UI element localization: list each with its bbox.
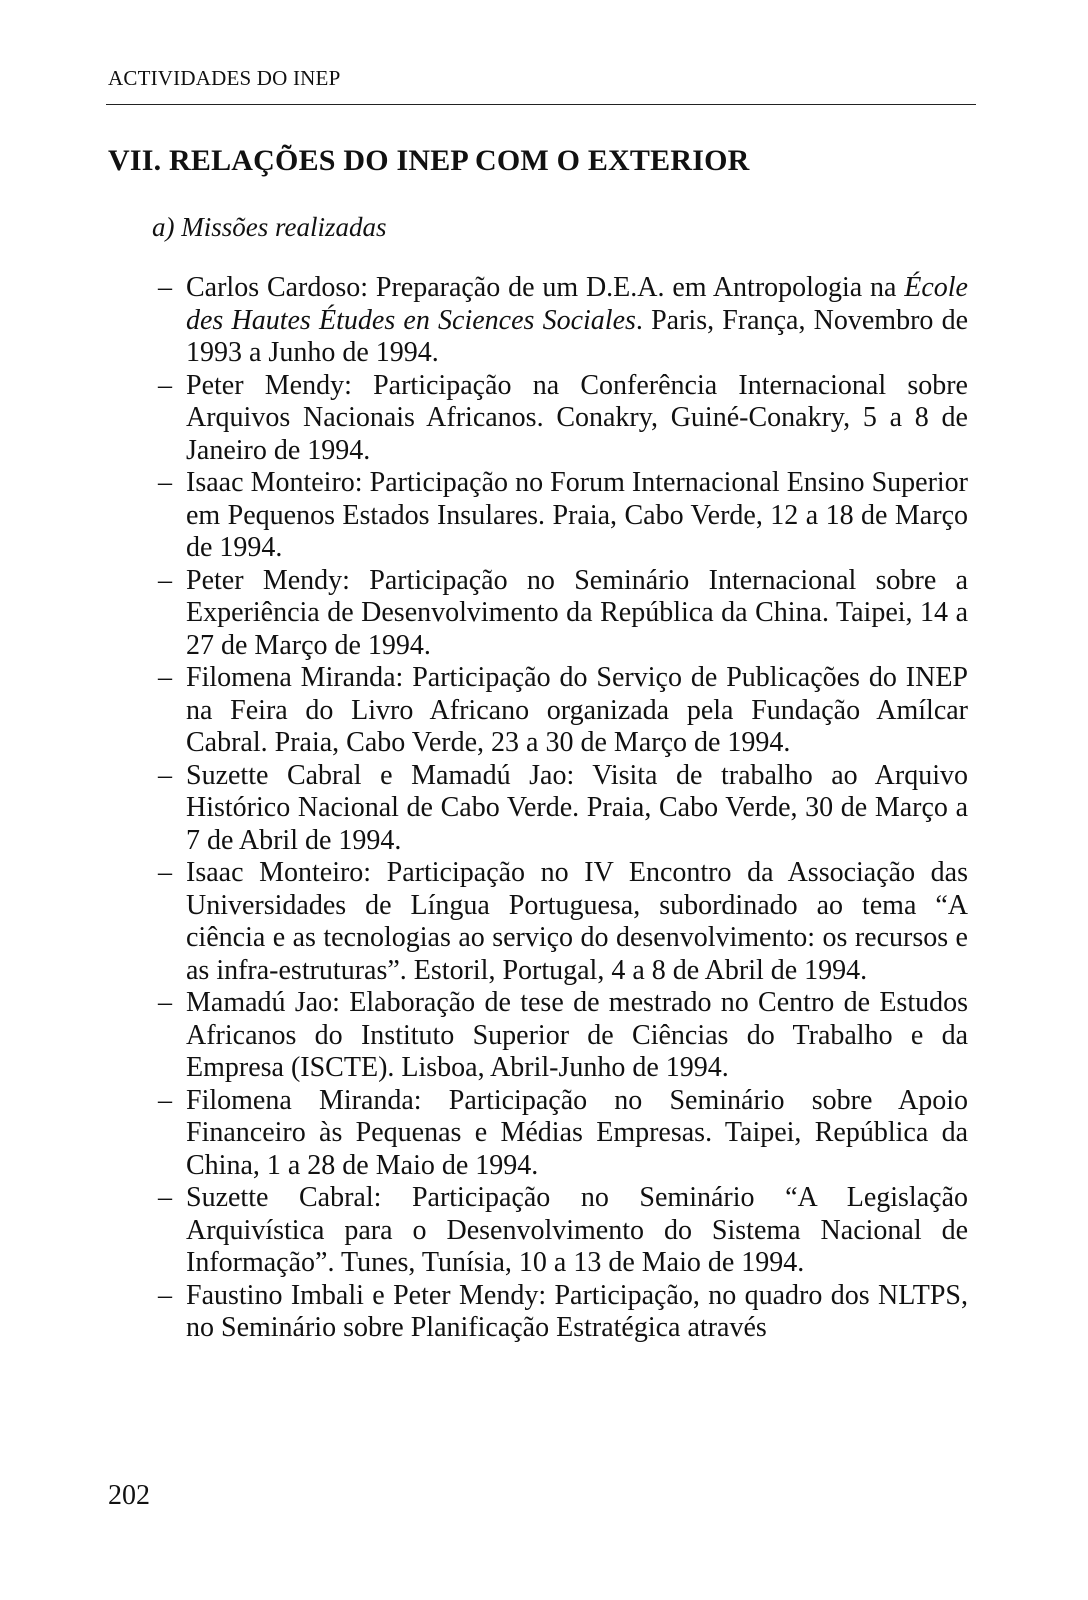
list-item bbox=[158, 467, 968, 565]
list-dash: – bbox=[158, 564, 172, 596]
list-item bbox=[158, 760, 968, 858]
mission-text: Carlos Cardoso: Preparação de um D.E.A. em Antropologia na bbox=[186, 272, 905, 303]
mission-text: Filomena Miranda: Participação no Seminário sobre Apoio Financeiro às Pequenas e Médias Empresas. Taipei, República da China, 1 a 28 de Maio de 1994. bbox=[186, 1084, 968, 1181]
mission-institution: École des Hautes Études en Sciences Sociales bbox=[186, 272, 968, 336]
mission-text: Isaac Monteiro: Participação no IV Encontro da Associação das Universidades de Língua Portuguesa, subordinado ao tema “A ciência e as tecnologias ao serviço do desenvolvimento: os recursos e as infra-estruturas”. Estoril, Portugal, 4 a 8 de Abril de 1994. bbox=[186, 857, 968, 986]
list-item bbox=[158, 370, 968, 468]
mission-text: Peter Mendy: Participação na Conferência Internacional sobre Arquivos Nacionais Africanos. Conakry, Guiné-Conakry, 5 a 8 de Janeiro de 1994. bbox=[186, 369, 968, 466]
list-dash: – bbox=[158, 1279, 172, 1311]
list-dash: – bbox=[158, 857, 172, 888]
list-item bbox=[158, 565, 968, 663]
list-item bbox=[158, 1085, 968, 1183]
list-item bbox=[158, 857, 968, 987]
mission-text: Suzette Cabral: Participação no Seminário “A Legislação Arquivística para o Desenvolvimento do Sistema Nacional de Informação”. Tunes, Tunísia, 10 a 13 de Maio de 1994. bbox=[186, 1182, 968, 1278]
mission-text: . Paris, França, Novembro de 1993 a Junho de 1994. bbox=[186, 304, 969, 368]
mission-text: Suzette Cabral e Mamadú Jao: Visita de trabalho ao Arquivo Histórico Nacional de Cabo Verde. Praia, Cabo Verde, 30 de Março a 7 de Abril de 1994. bbox=[186, 759, 968, 856]
header-rule bbox=[106, 104, 976, 105]
subsection-title: a) Missões realizadas bbox=[152, 212, 387, 242]
list-item bbox=[158, 1182, 968, 1280]
list-item bbox=[158, 272, 968, 370]
mission-text: Mamadú Jao: Elaboração de tese de mestrado no Centro de Estudos Africanos do Instituto Superior de Ciências do Trabalho e da Empresa (ISCTE). Lisboa, Abril-Junho de 1994. bbox=[186, 987, 968, 1083]
list-item bbox=[158, 987, 968, 1085]
list-dash: – bbox=[158, 662, 172, 693]
list-dash: – bbox=[158, 759, 172, 791]
list-dash: – bbox=[158, 272, 172, 303]
mission-text: Filomena Miranda: Participação do Serviço de Publicações do INEP na Feira do Livro Africano organizada pela Fundação Amílcar Cabral. Praia, Cabo Verde, 23 a 30 de Março de 1994. bbox=[186, 662, 968, 758]
section-title: VII. RELAÇÕES DO INEP COM O EXTERIOR bbox=[108, 144, 750, 177]
list-item bbox=[158, 1280, 968, 1345]
mission-text: Faustino Imbali e Peter Mendy: Participação, no quadro dos NLTPS, no Seminário sobre Planificação Estratégica através bbox=[186, 1279, 968, 1343]
page-number: 202 bbox=[108, 1480, 150, 1511]
list-dash: – bbox=[158, 1182, 172, 1213]
mission-text: Peter Mendy: Participação no Seminário Internacional sobre a Experiência de Desenvolvimento da República da China. Taipei, 14 a 27 de Março de 1994. bbox=[186, 564, 968, 661]
list-dash: – bbox=[158, 467, 172, 498]
list-dash: – bbox=[158, 987, 172, 1018]
list-dash: – bbox=[158, 1084, 172, 1116]
mission-text: Isaac Monteiro: Participação no Forum Internacional Ensino Superior em Pequenos Estados Insulares. Praia, Cabo Verde, 12 a 18 de Março de 1994. bbox=[186, 467, 968, 563]
running-head: ACTIVIDADES DO INEP bbox=[108, 66, 341, 90]
list-dash: – bbox=[158, 369, 172, 401]
list-item bbox=[158, 662, 968, 760]
missions-list bbox=[158, 272, 968, 1345]
